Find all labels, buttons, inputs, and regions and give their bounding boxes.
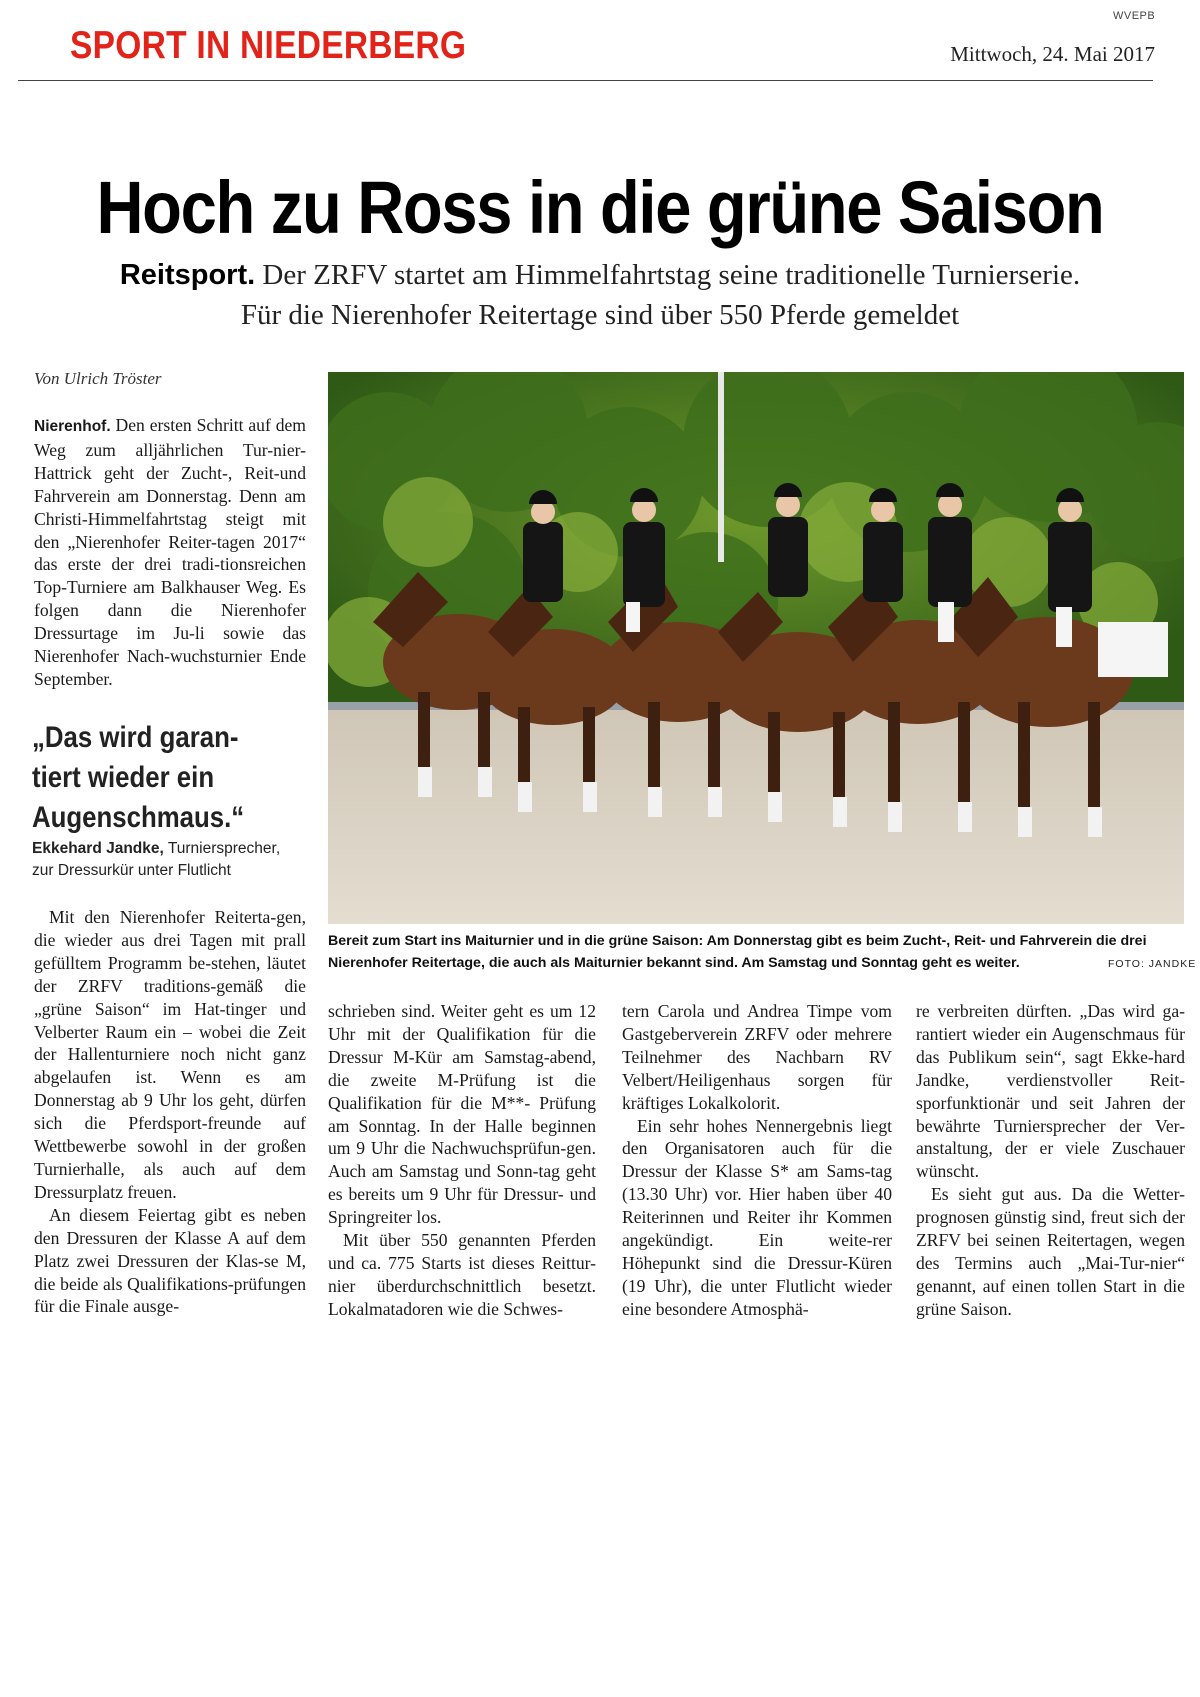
column-1-paragraph-1: Mit den Nierenhofer Reiterta-gen, die wieder aus drei Tagen mit prall gefülltem Programm be-stehen, läutet der ZRFV traditions-gemäß die „grüne Saison“ im Hat-tinger und Velberter Raum ein – wobei die Zeit der Hallenturniere noch nicht ganz abgelaufen ist. Wenn es am Donnerstag ab 9 Uhr los geht, dürfen sich die Pferdsport-freunde auf Wettbewerbe sowohl in der großen Turnierhalle, als auch auf dem Dressurplatz freuen. — [34, 907, 306, 1202]
column-2 — [328, 1000, 596, 1321]
issue-date: Mittwoch, 24. Mai 2017 — [950, 42, 1155, 66]
pull-quote: „Das wird garan-tiert wieder ein Augenschmaus.“ — [32, 721, 245, 834]
column-2-paragraph-2: Mit über 550 genannten Pferden und ca. 775 Starts ist dieses Reittur-nier überdurchschnittlich besetzt. Lokalmatadoren wie die Schwes- — [328, 1230, 596, 1319]
news-photo — [328, 372, 1184, 924]
photo-caption: Bereit zum Start ins Maiturnier und in die grüne Saison: Am Donnerstag gibt es beim Zucht-, Reit- und Fahrverein die drei Nierenhofer Reitertage, die auch als Maiturnier bekannt sind. Am Samstag und Sonntag geht es weiter. — [328, 933, 1147, 971]
column-3-paragraph-2: Ein sehr hohes Nennergebnis liegt den Organisatoren auch für die Dressur der Klasse S* am Sams-tag (13.30 Uhr) vor. Hier haben über 40 Reiterinnen und Reiter ihr Kommen angekündigt. Ein weite-rer Höhepunkt sind die Dressur-Küren (19 Uhr), die unter Flutlicht wieder eine besondere Atmosphä- — [622, 1115, 892, 1319]
column-3-paragraph-1: tern Carola und Andrea Timpe vom Gastgeberverein ZRFV oder mehrere Teilnehmer des Nachbarn RV Velbert/Heiligenhaus sorgen für kräftiges Lokalkolorit. — [622, 1001, 892, 1113]
headline: Hoch zu Ross in die grüne Saison — [96, 166, 1104, 249]
section-title: SPORT IN NIEDERBERG — [70, 24, 467, 67]
corner-tag: WVEPB — [1113, 10, 1156, 22]
riders-on-horses-illustration — [328, 372, 1184, 924]
column-4-paragraph-2: Es sieht gut aus. Da die Wetter-prognosen günstig sind, freut sich der ZRFV bei seinen Reitertagen, wegen des Termins auch „Mai-Tur-nier“ genannt, auf einen tollen Start in die grüne Saison. — [916, 1184, 1185, 1319]
column-4-paragraph-1: re verbreiten dürften. „Das wird ga-rantiert wieder ein Augenschmaus für das Publikum sein“, sagt Ekke-hard Jandke, verdienstvoller Reit-sporfunktionär und seit Jahren der bewährte Turniersprecher der Ver-anstaltung, der er viele Zuschauer wünscht. — [916, 1001, 1185, 1182]
kicker: Reitsport. — [119, 259, 256, 291]
column-2-paragraph-1: schrieben sind. Weiter geht es um 12 Uhr mit der Qualifikation für die Dressur M-Kür am Samstag-abend, die zweite M-Prüfung ist die Qualifikation für die M**- Prüfung am Sonntag. In der Halle beginnen um 9 Uhr die Nachwuchsprüfun-gen. Auch am Samstag und Sonn-tag geht es bereits um 9 Uhr für Dressur- und Springreiter los. — [328, 1001, 596, 1228]
header-divider — [18, 80, 1153, 81]
byline: Von Ulrich Tröster — [34, 369, 162, 388]
column-1 — [34, 906, 306, 1318]
subhead-line-2: Für die Nierenhofer Reitertage sind über 550 Pferde gemeldet — [240, 299, 960, 331]
subhead-text-1: Der ZRFV startet am Himmelfahrtstag seine traditionelle Turnierserie. — [262, 259, 1081, 291]
photo-credit: FOTO: JANDKE — [1108, 958, 1197, 970]
quote-author-role: Turniersprecher, zur Dressurkür unter Flutlicht — [32, 840, 281, 879]
column-4 — [916, 1000, 1185, 1321]
subhead-line-1 — [0, 259, 1200, 292]
dateline: Nierenhof. — [34, 418, 111, 435]
quote-attribution — [32, 838, 302, 882]
quote-author-name: Ekkehard Jandke, — [32, 840, 164, 857]
column-3 — [622, 1000, 892, 1321]
intro-paragraph — [34, 414, 306, 691]
intro-text: Den ersten Schritt auf dem Weg zum alljährlichen Tur-nier-Hattrick geht der Zucht-, Reit-und Fahrverein am Donnerstag. Denn am Christi-Himmelfahrtstag steigt mit den „Nierenhofer Reiter-tagen 2017“ das erste der drei tradi-tionsreichen Top-Turniere am Balkhauser Weg. Es folgen dann die Nierenhofer Dressurtage im Ju-li sowie das Nierenhofer Nach-wuchsturnier Ende September. — [34, 415, 306, 689]
column-1-paragraph-2: An diesem Feiertag gibt es neben den Dressuren der Klasse A auf dem Platz zwei Dressuren der Klas-se M, die beide als Qualifikations-prüfungen für die Finale ausge- — [34, 1204, 306, 1317]
